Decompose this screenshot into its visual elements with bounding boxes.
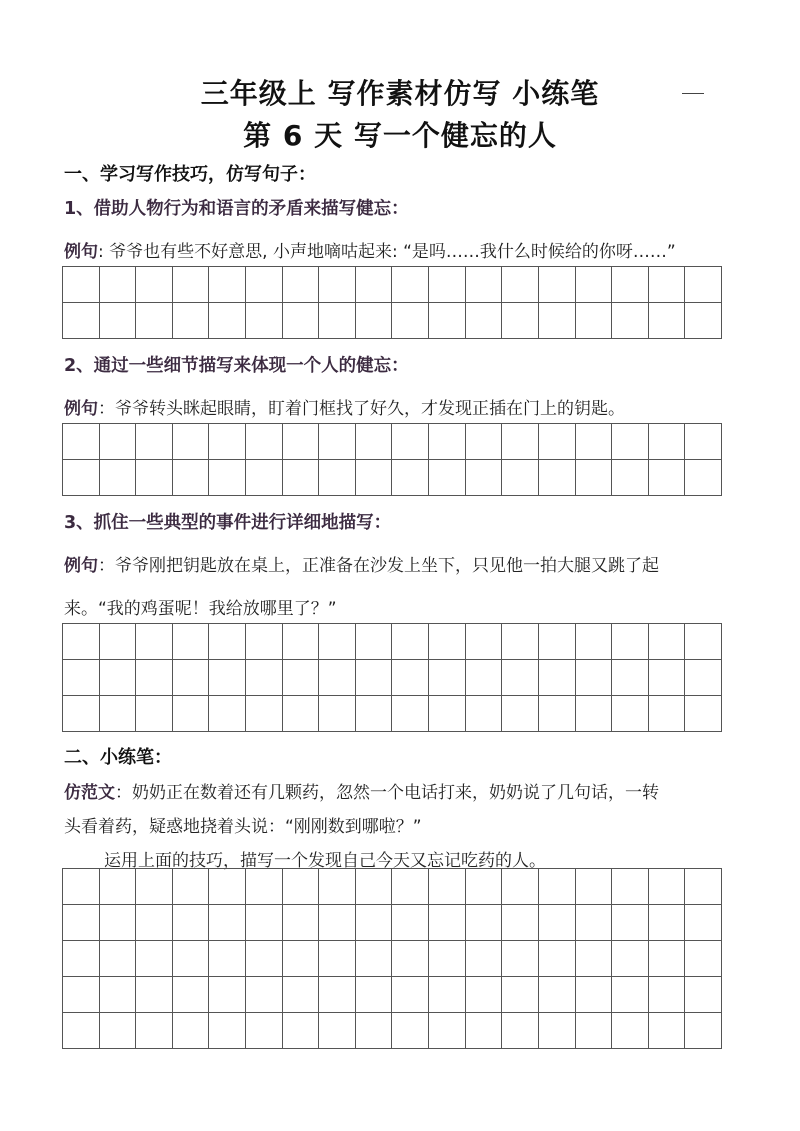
grid-cell[interactable]	[685, 267, 722, 303]
grid-cell[interactable]	[246, 424, 283, 460]
grid-cell[interactable]	[685, 624, 722, 660]
grid-cell[interactable]	[649, 460, 686, 496]
grid-cell[interactable]	[319, 460, 356, 496]
grid-cell[interactable]	[539, 460, 576, 496]
writing-grid-1[interactable]	[62, 266, 722, 339]
grid-cell[interactable]	[136, 624, 173, 660]
grid-cell[interactable]	[173, 267, 210, 303]
grid-cell[interactable]	[466, 660, 503, 696]
grid-cell[interactable]	[100, 303, 137, 339]
grid-cell[interactable]	[209, 905, 246, 941]
item3-example-line1	[64, 551, 659, 576]
grid-cell[interactable]	[356, 941, 393, 977]
grid-cell[interactable]	[649, 941, 686, 977]
grid-cell[interactable]	[612, 941, 649, 977]
grid-cell[interactable]	[209, 424, 246, 460]
grid-cell[interactable]	[173, 660, 210, 696]
grid-cell[interactable]	[209, 696, 246, 732]
grid-cell[interactable]	[612, 905, 649, 941]
grid-cell[interactable]	[319, 869, 356, 905]
grid-cell[interactable]	[539, 696, 576, 732]
grid-cell[interactable]	[685, 941, 722, 977]
grid-cell[interactable]	[173, 460, 210, 496]
grid-cell[interactable]	[429, 905, 466, 941]
grid-cell[interactable]	[246, 303, 283, 339]
grid-cell[interactable]	[576, 660, 613, 696]
grid-cell[interactable]	[466, 267, 503, 303]
grid-cell[interactable]	[502, 1013, 539, 1049]
grid-cell[interactable]	[539, 869, 576, 905]
grid-cell[interactable]	[612, 660, 649, 696]
grid-cell[interactable]	[63, 1013, 100, 1049]
grid-cell[interactable]	[466, 905, 503, 941]
grid-cell[interactable]	[649, 267, 686, 303]
grid-cell[interactable]	[209, 941, 246, 977]
item1-subheading: 1、借助人物行为和语言的矛盾来描写健忘：	[64, 199, 409, 219]
grid-cell[interactable]	[136, 905, 173, 941]
writing-grid-3[interactable]	[62, 623, 722, 732]
grid-cell[interactable]	[685, 977, 722, 1013]
grid-cell[interactable]	[392, 696, 429, 732]
grid-cell[interactable]	[576, 1013, 613, 1049]
grid-cell[interactable]	[649, 869, 686, 905]
grid-cell[interactable]	[429, 303, 466, 339]
model-label: 仿范文	[64, 783, 115, 803]
grid-cell[interactable]	[283, 424, 320, 460]
grid-cell[interactable]	[429, 696, 466, 732]
grid-cell[interactable]	[100, 267, 137, 303]
grid-cell[interactable]	[539, 267, 576, 303]
example-text: ：爷爷刚把钥匙放在桌上，正准备在沙发上坐下，只见他一拍大腿又跳了起	[98, 556, 659, 576]
grid-cell[interactable]	[502, 303, 539, 339]
grid-cell[interactable]	[356, 905, 393, 941]
grid-cell[interactable]	[429, 424, 466, 460]
grid-cell[interactable]	[502, 460, 539, 496]
grid-cell[interactable]	[576, 905, 613, 941]
grid-cell[interactable]	[246, 869, 283, 905]
grid-cell[interactable]	[319, 905, 356, 941]
grid-cell[interactable]	[612, 267, 649, 303]
grid-cell[interactable]	[429, 941, 466, 977]
grid-cell[interactable]	[209, 977, 246, 1013]
grid-cell[interactable]	[283, 303, 320, 339]
grid-cell[interactable]	[63, 460, 100, 496]
grid-cell[interactable]	[466, 941, 503, 977]
grid-cell[interactable]	[466, 424, 503, 460]
grid-cell[interactable]	[246, 1013, 283, 1049]
model-text: ：奶奶正在数着还有几颗药，忽然一个电话打来，奶奶说了几句话，一转	[115, 783, 659, 803]
grid-cell[interactable]	[319, 303, 356, 339]
grid-cell[interactable]	[136, 460, 173, 496]
grid-cell[interactable]	[576, 696, 613, 732]
grid-cell[interactable]	[283, 624, 320, 660]
grid-cell[interactable]	[173, 1013, 210, 1049]
grid-cell[interactable]	[100, 1013, 137, 1049]
example-text: ：爷爷转头眯起眼睛，盯着门框找了好久，才发现正插在门上的钥匙。	[98, 399, 625, 419]
grid-cell[interactable]	[502, 941, 539, 977]
grid-cell[interactable]	[63, 941, 100, 977]
grid-cell[interactable]	[136, 977, 173, 1013]
grid-cell[interactable]	[63, 624, 100, 660]
example-label: 例句	[64, 242, 98, 262]
grid-cell[interactable]	[576, 977, 613, 1013]
grid-cell[interactable]	[576, 869, 613, 905]
grid-cell[interactable]	[319, 977, 356, 1013]
grid-cell[interactable]	[502, 424, 539, 460]
grid-cell[interactable]	[100, 624, 137, 660]
grid-cell[interactable]	[100, 696, 137, 732]
grid-cell[interactable]	[246, 905, 283, 941]
grid-cell[interactable]	[173, 941, 210, 977]
item1-example	[64, 237, 676, 262]
grid-cell[interactable]	[466, 303, 503, 339]
corner-dash	[682, 93, 704, 94]
grid-cell[interactable]	[283, 905, 320, 941]
grid-cell[interactable]	[319, 267, 356, 303]
grid-cell[interactable]	[539, 624, 576, 660]
grid-cell[interactable]	[392, 660, 429, 696]
grid-cell[interactable]	[685, 905, 722, 941]
example-label: 例句	[64, 556, 98, 576]
model-text-line1	[64, 778, 659, 803]
grid-cell[interactable]	[612, 1013, 649, 1049]
grid-cell[interactable]	[319, 941, 356, 977]
grid-cell[interactable]	[539, 977, 576, 1013]
grid-cell[interactable]	[209, 624, 246, 660]
grid-cell[interactable]	[466, 460, 503, 496]
grid-cell[interactable]	[246, 660, 283, 696]
grid-cell[interactable]	[356, 869, 393, 905]
grid-cell[interactable]	[136, 267, 173, 303]
grid-cell[interactable]	[283, 660, 320, 696]
grid-cell[interactable]	[466, 869, 503, 905]
grid-cell[interactable]	[649, 624, 686, 660]
grid-cell[interactable]	[392, 905, 429, 941]
grid-cell[interactable]	[209, 267, 246, 303]
practice-instruction: 运用上面的技巧，描写一个发现自己今天又忘记吃药的人。	[104, 851, 546, 871]
item3-example-line2: 来。“我的鸡蛋呢！我给放哪里了？”	[64, 599, 337, 619]
grid-cell[interactable]	[466, 1013, 503, 1049]
grid-cell[interactable]	[136, 424, 173, 460]
grid-cell[interactable]	[576, 303, 613, 339]
grid-cell[interactable]	[539, 660, 576, 696]
grid-cell[interactable]	[319, 660, 356, 696]
grid-cell[interactable]	[136, 660, 173, 696]
grid-cell[interactable]	[63, 869, 100, 905]
example-label: 例句	[64, 399, 98, 419]
grid-cell[interactable]	[649, 303, 686, 339]
grid-cell[interactable]	[466, 624, 503, 660]
grid-cell[interactable]	[429, 869, 466, 905]
grid-cell[interactable]	[283, 977, 320, 1013]
grid-cell[interactable]	[319, 1013, 356, 1049]
grid-cell[interactable]	[246, 460, 283, 496]
grid-cell[interactable]	[136, 941, 173, 977]
grid-cell[interactable]	[173, 905, 210, 941]
example-text: : 爷爷也有些不好意思, 小声地嘀咕起来: “是吗……我什么时候给的你呀……”	[98, 242, 676, 262]
grid-cell[interactable]	[576, 424, 613, 460]
grid-cell[interactable]	[649, 660, 686, 696]
grid-cell[interactable]	[392, 267, 429, 303]
grid-cell[interactable]	[319, 624, 356, 660]
grid-cell[interactable]	[356, 267, 393, 303]
grid-cell[interactable]	[63, 660, 100, 696]
grid-cell[interactable]	[539, 941, 576, 977]
grid-cell[interactable]	[685, 869, 722, 905]
grid-cell[interactable]	[429, 977, 466, 1013]
item2-subheading: 2、通过一些细节描写来体现一个人的健忘：	[64, 356, 409, 376]
grid-cell[interactable]	[63, 424, 100, 460]
grid-cell[interactable]	[136, 696, 173, 732]
grid-cell[interactable]	[173, 977, 210, 1013]
grid-cell[interactable]	[685, 303, 722, 339]
grid-cell[interactable]	[649, 905, 686, 941]
grid-cell[interactable]	[502, 905, 539, 941]
grid-cell[interactable]	[283, 1013, 320, 1049]
grid-cell[interactable]	[502, 977, 539, 1013]
grid-cell[interactable]	[612, 624, 649, 660]
grid-cell[interactable]	[283, 696, 320, 732]
grid-cell[interactable]	[685, 696, 722, 732]
grid-cell[interactable]	[283, 460, 320, 496]
grid-cell[interactable]	[612, 303, 649, 339]
grid-cell[interactable]	[246, 977, 283, 1013]
grid-cell[interactable]	[173, 696, 210, 732]
grid-cell[interactable]	[136, 1013, 173, 1049]
grid-cell[interactable]	[63, 696, 100, 732]
grid-cell[interactable]	[100, 460, 137, 496]
grid-cell[interactable]	[502, 660, 539, 696]
grid-cell[interactable]	[100, 977, 137, 1013]
grid-cell[interactable]	[612, 460, 649, 496]
grid-cell[interactable]	[612, 869, 649, 905]
grid-cell[interactable]	[429, 660, 466, 696]
grid-cell[interactable]	[502, 696, 539, 732]
grid-cell[interactable]	[539, 303, 576, 339]
grid-cell[interactable]	[502, 869, 539, 905]
grid-cell[interactable]	[100, 905, 137, 941]
grid-cell[interactable]	[356, 624, 393, 660]
grid-cell[interactable]	[356, 303, 393, 339]
grid-cell[interactable]	[283, 869, 320, 905]
grid-cell[interactable]	[539, 905, 576, 941]
grid-cell[interactable]	[356, 460, 393, 496]
grid-cell[interactable]	[173, 303, 210, 339]
grid-cell[interactable]	[173, 869, 210, 905]
grid-cell[interactable]	[209, 869, 246, 905]
grid-cell[interactable]	[539, 424, 576, 460]
grid-cell[interactable]	[685, 460, 722, 496]
item3-subheading: 3、抓住一些典型的事件进行详细地描写：	[64, 513, 392, 533]
grid-cell[interactable]	[209, 1013, 246, 1049]
grid-cell[interactable]	[466, 696, 503, 732]
grid-cell[interactable]	[392, 460, 429, 496]
grid-cell[interactable]	[100, 660, 137, 696]
grid-cell[interactable]	[356, 977, 393, 1013]
grid-cell[interactable]	[63, 977, 100, 1013]
grid-cell[interactable]	[392, 624, 429, 660]
worksheet-subtitle: 第 6 天 写一个健忘的人	[243, 119, 557, 152]
grid-cell[interactable]	[429, 624, 466, 660]
grid-cell[interactable]	[429, 267, 466, 303]
grid-cell[interactable]	[612, 696, 649, 732]
grid-cell[interactable]	[685, 660, 722, 696]
grid-cell[interactable]	[392, 977, 429, 1013]
grid-cell[interactable]	[649, 977, 686, 1013]
grid-cell[interactable]	[612, 424, 649, 460]
grid-cell[interactable]	[502, 267, 539, 303]
grid-cell[interactable]	[356, 660, 393, 696]
grid-cell[interactable]	[63, 303, 100, 339]
writing-grid-2[interactable]	[62, 423, 722, 496]
grid-cell[interactable]	[649, 696, 686, 732]
grid-cell[interactable]	[429, 1013, 466, 1049]
grid-cell[interactable]	[576, 267, 613, 303]
grid-cell[interactable]	[63, 905, 100, 941]
grid-cell[interactable]	[319, 696, 356, 732]
grid-cell[interactable]	[466, 977, 503, 1013]
section1-heading: 一、学习写作技巧，仿写句子：	[64, 164, 316, 185]
grid-cell[interactable]	[392, 869, 429, 905]
grid-cell[interactable]	[576, 941, 613, 977]
grid-cell[interactable]	[246, 624, 283, 660]
grid-cell[interactable]	[100, 424, 137, 460]
grid-cell[interactable]	[612, 977, 649, 1013]
grid-cell[interactable]	[429, 460, 466, 496]
grid-cell[interactable]	[392, 941, 429, 977]
grid-cell[interactable]	[685, 1013, 722, 1049]
grid-cell[interactable]	[173, 624, 210, 660]
grid-cell[interactable]	[136, 303, 173, 339]
grid-cell[interactable]	[502, 624, 539, 660]
grid-cell[interactable]	[283, 941, 320, 977]
grid-cell[interactable]	[356, 696, 393, 732]
grid-cell[interactable]	[246, 267, 283, 303]
grid-cell[interactable]	[209, 303, 246, 339]
grid-cell[interactable]	[173, 424, 210, 460]
grid-cell[interactable]	[685, 424, 722, 460]
grid-cell[interactable]	[576, 460, 613, 496]
grid-cell[interactable]	[392, 303, 429, 339]
grid-cell[interactable]	[100, 941, 137, 977]
grid-cell[interactable]	[356, 1013, 393, 1049]
grid-cell[interactable]	[63, 267, 100, 303]
writing-grid-practice[interactable]	[62, 868, 722, 1049]
grid-cell[interactable]	[246, 941, 283, 977]
worksheet-title: 三年级上 写作素材仿写 小练笔	[200, 77, 600, 110]
grid-cell[interactable]	[319, 424, 356, 460]
grid-cell[interactable]	[209, 660, 246, 696]
grid-cell[interactable]	[392, 1013, 429, 1049]
grid-cell[interactable]	[136, 869, 173, 905]
grid-cell[interactable]	[246, 696, 283, 732]
grid-cell[interactable]	[392, 424, 429, 460]
item2-example	[64, 394, 625, 419]
grid-cell[interactable]	[649, 1013, 686, 1049]
grid-cell[interactable]	[100, 869, 137, 905]
grid-cell[interactable]	[576, 624, 613, 660]
grid-cell[interactable]	[649, 424, 686, 460]
section2-heading: 二、小练笔：	[64, 747, 172, 768]
grid-cell[interactable]	[539, 1013, 576, 1049]
grid-cell[interactable]	[356, 424, 393, 460]
grid-cell[interactable]	[283, 267, 320, 303]
grid-cell[interactable]	[209, 460, 246, 496]
model-text-line2: 头看着药，疑惑地挠着头说：“刚刚数到哪啦？”	[64, 817, 422, 837]
